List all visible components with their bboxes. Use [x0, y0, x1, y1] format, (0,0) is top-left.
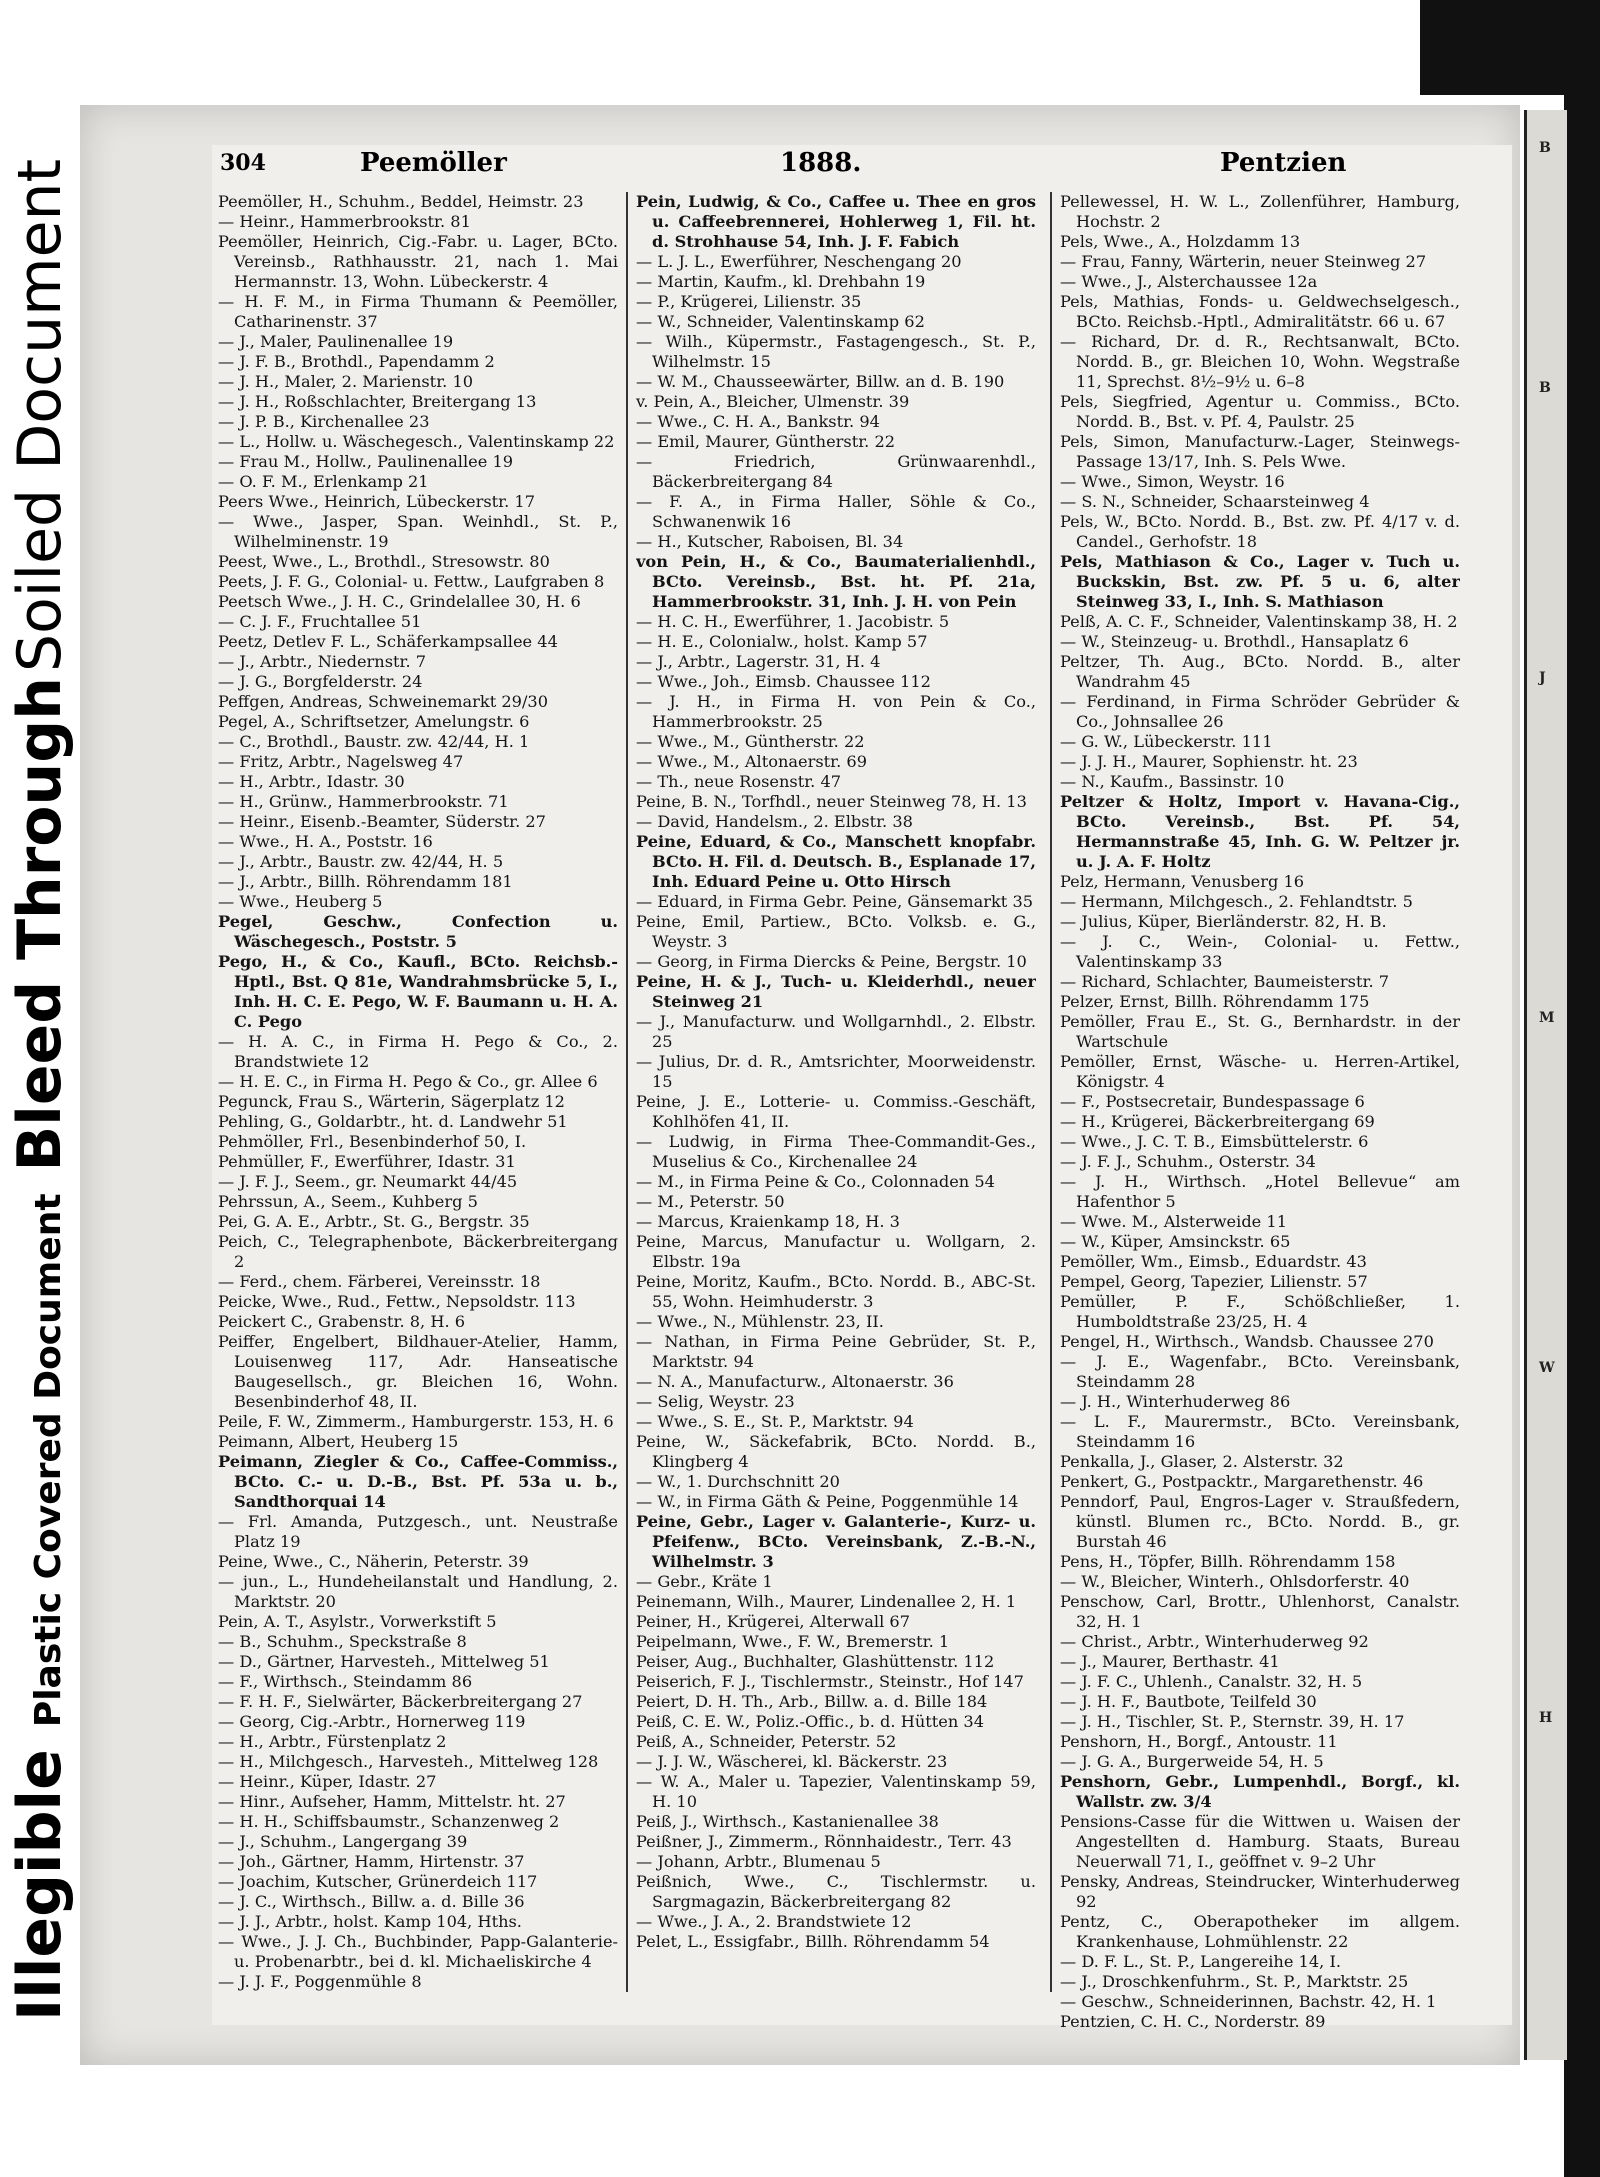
directory-entry: — H. C. H., Ewerführer, 1. Jacobistr. 5 — [636, 612, 950, 631]
directory-entry: — J. H., Wirthsch. „Hotel Bellevue“ am Hafenthor 5 — [1060, 1172, 1460, 1211]
directory-entry: — F. A., in Firma Haller, Söhle & Co., Schwanenwik 16 — [636, 492, 1036, 531]
directory-entry: Pemöller, Frau E., St. G., Bernhardstr. in der Wartschule — [1060, 1012, 1460, 1051]
directory-entry: Peine, Emil, Partiew., BCto. Volksb. e. G., Weystr. 3 — [636, 912, 1036, 951]
directory-entry: — Selig, Weystr. 23 — [636, 1392, 795, 1411]
directory-entry: Peile, F. W., Zimmerm., Hamburgerstr. 153, H. 6 — [218, 1412, 614, 1431]
directory-entry: — J., Maurer, Berthastr. 41 — [1060, 1652, 1280, 1671]
directory-entry: — W., 1. Durchschnitt 20 — [636, 1472, 840, 1491]
directory-entry: Penshorn, Gebr., Lumpenhdl., Borgf., kl. Wallstr. zw. 3/4 — [1060, 1772, 1460, 1811]
edge-fragment: J — [1539, 670, 1546, 686]
directory-entry: Pei, G. A. E., Arbtr., St. G., Bergstr. 35 — [218, 1212, 530, 1231]
directory-entry: — Wwe., Jasper, Span. Weinhdl., St. P., Wilhelminenstr. 19 — [218, 512, 618, 551]
edge-fragment: H — [1539, 1710, 1553, 1726]
directory-entry: — N., Kaufm., Bassinstr. 10 — [1060, 772, 1285, 791]
directory-entry: — Joachim, Kutscher, Grünerdeich 117 — [218, 1872, 538, 1891]
header-right-catchword: Pentzien — [1220, 148, 1347, 178]
directory-entry: Peemöller, Heinrich, Cig.-Fabr. u. Lager, BCto. Vereinsb., Rathhausstr. 21, nach 1. Mai Hermannstr. 13, Wohn. Lübeckerstr. 4 — [218, 232, 618, 291]
directory-entry: — Johann, Arbtr., Blumenau 5 — [636, 1852, 881, 1871]
directory-entry: Peffgen, Andreas, Schweinemarkt 29/30 — [218, 692, 548, 711]
directory-entry: Pego, H., & Co., Kaufl., BCto. Reichsb.-Hptl., Bst. Q 81e, Wandrahmsbrücke 5, I., Inh. H. C. E. Pego, W. F. Baumann u. H. A. C. Pego — [218, 952, 618, 1031]
directory-entry: — H. F. M., in Firma Thumann & Peemöller, Catharinenstr. 37 — [218, 292, 618, 331]
directory-entry: Pensions-Casse für die Wittwen u. Waisen der Angestellten d. Hamburg. Staats, Bureau Neuerwall 71, I., geöffnet v. 9–2 Uhr — [1060, 1812, 1460, 1871]
directory-entry: Pelß, A. C. F., Schneider, Valentinskamp 38, H. 2 — [1060, 612, 1458, 631]
directory-entry: Pempel, Georg, Tapezier, Lilienstr. 57 — [1060, 1272, 1368, 1291]
directory-entry: — J. F. C., Uhlenh., Canalstr. 32, H. 5 — [1060, 1672, 1363, 1691]
directory-entry: Penshorn, H., Borgf., Antoustr. 11 — [1060, 1732, 1338, 1751]
directory-entry: — David, Handelsm., 2. Elbstr. 38 — [636, 812, 913, 831]
directory-entry: — Heinr., Eisenb.-Beamter, Süderstr. 27 — [218, 812, 546, 831]
directory-entry: Peltzer, Th. Aug., BCto. Nordd. B., alter Wandrahm 45 — [1060, 652, 1460, 691]
directory-entry: — J. P. B., Kirchenallee 23 — [218, 412, 430, 431]
directory-entry: — Martin, Kaufm., kl. Drehbahn 19 — [636, 272, 926, 291]
directory-entry: Peine, Gebr., Lager v. Galanterie-, Kurz- u. Pfeifenw., BCto. Vereinsbank, Z.-B.-N., Wilhelmstr. 3 — [636, 1512, 1036, 1571]
directory-entry: — Wwe., H. A., Poststr. 16 — [218, 832, 433, 851]
directory-entry: — J. H., Maler, 2. Marienstr. 10 — [218, 372, 474, 391]
directory-entry: Peiner, H., Krügerei, Alterwall 67 — [636, 1612, 911, 1631]
document-condition-label — [0, 0, 80, 2177]
directory-entry: — Marcus, Kraienkamp 18, H. 3 — [636, 1212, 900, 1231]
directory-entry: — J. H. F., Bautbote, Teilfeld 30 — [1060, 1692, 1317, 1711]
directory-entry: Pegel, A., Schriftsetzer, Amelungstr. 6 — [218, 712, 530, 731]
edge-fragment: M — [1539, 1010, 1555, 1026]
directory-entry: — J., Arbtr., Lagerstr. 31, H. 4 — [636, 652, 881, 671]
directory-entry: — H., Arbtr., Fürstenplatz 2 — [218, 1732, 447, 1751]
directory-entry: — H., Arbtr., Idastr. 30 — [218, 772, 405, 791]
directory-entry: Peine, J. E., Lotterie- u. Commiss.-Geschäft, Kohlhöfen 41, II. — [636, 1092, 1036, 1131]
directory-entry: — H. E., Colonialw., holst. Kamp 57 — [636, 632, 928, 651]
directory-entry: — C., Brothdl., Baustr. zw. 42/44, H. 1 — [218, 732, 530, 751]
directory-entry: Pelzer, Ernst, Billh. Röhrendamm 175 — [1060, 992, 1370, 1011]
directory-entry: — J. H., in Firma H. von Pein & Co., Hammerbrookstr. 25 — [636, 692, 1036, 731]
directory-entry: — J. F. J., Schuhm., Osterstr. 34 — [1060, 1152, 1316, 1171]
directory-entry: v. Pein, A., Bleicher, Ulmenstr. 39 — [636, 392, 910, 411]
directory-entry: — J. C., Wirthsch., Billw. a. d. Bille 36 — [218, 1892, 525, 1911]
directory-entry: — M., Peterstr. 50 — [636, 1192, 785, 1211]
directory-entry: Peickert C., Grabenstr. 8, H. 6 — [218, 1312, 466, 1331]
label-plastic-covered: Plastic Covered Document — [28, 1193, 69, 1728]
directory-entry: Pels, Mathias, Fonds- u. Geldwechselgesch., BCto. Reichsb.-Hptl., Admiralitätstr. 66 u. 67 — [1060, 292, 1460, 331]
directory-entry: Pelz, Hermann, Venusberg 16 — [1060, 872, 1305, 891]
directory-entry: — P., Krügerei, Lilienstr. 35 — [636, 292, 862, 311]
directory-entry: Peinemann, Wilh., Maurer, Lindenallee 2, H. 1 — [636, 1592, 1017, 1611]
directory-entry: — H., Kutscher, Raboisen, Bl. 34 — [636, 532, 904, 551]
directory-entry: — D., Gärtner, Harvesteh., Mittelweg 51 — [218, 1652, 550, 1671]
directory-entry: Peine, Wwe., C., Näherin, Peterstr. 39 — [218, 1552, 529, 1571]
directory-entry: Pels, Wwe., A., Holzdamm 13 — [1060, 232, 1301, 251]
directory-entry: — Heinr., Küper, Idastr. 27 — [218, 1772, 437, 1791]
directory-entry: — J. C., Wein-, Colonial- u. Fettw., Valentinskamp 33 — [1060, 932, 1460, 971]
directory-entry: — H., Milchgesch., Harvesteh., Mittelweg 128 — [218, 1752, 599, 1771]
directory-entry: — Ferdinand, in Firma Schröder Gebrüder & Co., Johnsallee 26 — [1060, 692, 1460, 731]
directory-entry: — W., Küper, Amsinckstr. 65 — [1060, 1232, 1291, 1251]
directory-entry: Peest, Wwe., L., Brothdl., Stresowstr. 80 — [218, 552, 550, 571]
column-rule — [626, 192, 628, 1992]
directory-entry: — Wwe., C. H. A., Bankstr. 94 — [636, 412, 880, 431]
directory-entry: — D. F. L., St. P., Langereihe 14, I. — [1060, 1952, 1341, 1971]
directory-entry: — J. F. B., Brothdl., Papendamm 2 — [218, 352, 495, 371]
directory-entry: Penkalla, J., Glaser, 2. Alsterstr. 32 — [1060, 1452, 1344, 1471]
directory-entry: Peine, Moritz, Kaufm., BCto. Nordd. B., ABC-St. 55, Wohn. Heimhuderstr. 3 — [636, 1272, 1036, 1311]
directory-entry: — H., Grünw., Hammerbrookstr. 71 — [218, 792, 509, 811]
directory-entry: — H. A. C., in Firma H. Pego & Co., 2. Brandstwiete 12 — [218, 1032, 618, 1071]
directory-entry: — J. H., Tischler, St. P., Sternstr. 39, H. 17 — [1060, 1712, 1405, 1731]
directory-entry: — Julius, Küper, Bierländerstr. 82, H. B. — [1060, 912, 1387, 931]
directory-entry: Pemöller, Ernst, Wäsche- u. Herren-Artikel, Königstr. 4 — [1060, 1052, 1460, 1091]
directory-entry: — J. G., Borgfelderstr. 24 — [218, 672, 423, 691]
directory-entry: — Julius, Dr. d. R., Amtsrichter, Moorweidenstr. 15 — [636, 1052, 1036, 1091]
directory-entry: Pein, Ludwig, & Co., Caffee u. Thee en gros u. Caffeebrennerei, Hohlerweg 1, Fil. ht. d. Strohhause 54, Inh. J. F. Fabich — [636, 192, 1036, 251]
directory-entry: — F., Wirthsch., Steindamm 86 — [218, 1672, 473, 1691]
directory-entry: — J. E., Wagenfabr., BCto. Vereinsbank, Steindamm 28 — [1060, 1352, 1460, 1391]
directory-entry: Peine, B. N., Torfhdl., neuer Steinweg 78, H. 13 — [636, 792, 1027, 811]
directory-entry: — Heinr., Hammerbrookstr. 81 — [218, 212, 471, 231]
directory-entry: Penschow, Carl, Brottr., Uhlenhorst, Canalstr. 32, H. 1 — [1060, 1592, 1460, 1631]
entries-column-3 — [1060, 192, 1460, 2032]
column-rule — [1050, 192, 1052, 1992]
directory-entry: — J., Arbtr., Billh. Röhrendamm 181 — [218, 872, 513, 891]
directory-entry: — Frl. Amanda, Putzgesch., unt. Neustraße Platz 19 — [218, 1512, 618, 1551]
directory-entry: Pens, H., Töpfer, Billh. Röhrendamm 158 — [1060, 1552, 1396, 1571]
edge-fragment: W — [1539, 1360, 1555, 1376]
directory-entry: Pehrssun, A., Seem., Kuhberg 5 — [218, 1192, 478, 1211]
label-bleed-through: Bleed Through — [5, 677, 75, 1172]
entries-column-2 — [636, 192, 1036, 2032]
directory-entry: — Georg, in Firma Diercks & Peine, Bergstr. 10 — [636, 952, 1027, 971]
directory-entry: Pehling, G., Goldarbtr., ht. d. Landwehr 51 — [218, 1112, 568, 1131]
directory-entry: Peetsch Wwe., J. H. C., Grindelallee 30, H. 6 — [218, 592, 581, 611]
next-page-edge — [1524, 110, 1567, 2060]
entries-column-1 — [218, 192, 618, 2032]
directory-entry: Peltzer & Holtz, Import v. Havana-Cig., BCto. Vereinsb., Bst. Pf. 54, Hermannstraße 45, Inh. G. W. Peltzer jr. u. J. A. F. Holtz — [1060, 792, 1460, 871]
directory-entry: — Wwe., N., Mühlenstr. 23, II. — [636, 1312, 884, 1331]
directory-entry: Pensky, Andreas, Steindrucker, Winterhuderweg 92 — [1060, 1872, 1460, 1911]
directory-entry: — Hermann, Milchgesch., 2. Fehlandtstr. 5 — [1060, 892, 1413, 911]
directory-entry: — J., Manufacturw. und Wollgarnhdl., 2. Elbstr. 25 — [636, 1012, 1036, 1051]
directory-entry: Pels, Simon, Manufacturw.-Lager, Steinwegs-Passage 13/17, Inh. S. Pels Wwe. — [1060, 432, 1460, 471]
directory-entry: — W., in Firma Gäth & Peine, Poggenmühle 14 — [636, 1492, 1019, 1511]
directory-entry: Pehmüller, F., Ewerführer, Idastr. 31 — [218, 1152, 516, 1171]
directory-entry: Peißner, J., Zimmerm., Rönnhaidestr., Terr. 43 — [636, 1832, 1012, 1851]
directory-entry: — Gebr., Kräte 1 — [636, 1572, 773, 1591]
directory-entry: — Richard, Schlachter, Baumeisterstr. 7 — [1060, 972, 1390, 991]
directory-entry: — J. J. W., Wäscherei, kl. Bäckerstr. 23 — [636, 1752, 948, 1771]
directory-entry: — Georg, Cig.-Arbtr., Hornerweg 119 — [218, 1712, 526, 1731]
directory-entry: — J. J. H., Maurer, Sophienstr. ht. 23 — [1060, 752, 1358, 771]
directory-entry: — S. N., Schneider, Schaarsteinweg 4 — [1060, 492, 1370, 511]
directory-entry: Peemöller, H., Schuhm., Beddel, Heimstr. 23 — [218, 192, 584, 211]
directory-entry: — J. J., Arbtr., holst. Kamp 104, Hths. — [218, 1912, 522, 1931]
directory-entry: — Ferd., chem. Färberei, Vereinsstr. 18 — [218, 1272, 541, 1291]
directory-entry: Peine, W., Säckefabrik, BCto. Nordd. B., Klingberg 4 — [636, 1432, 1036, 1471]
directory-entry: — Wwe., S. E., St. P., Marktstr. 94 — [636, 1412, 914, 1431]
directory-entry: — Richard, Dr. d. R., Rechtsanwalt, BCto. Nordd. B., gr. Bleichen 10, Wohn. Wegstraße 11, Sprechst. 8½–9½ u. 6–8 — [1060, 332, 1460, 391]
directory-entry: Peiert, D. H. Th., Arb., Billw. a. d. Bille 184 — [636, 1692, 988, 1711]
directory-entry: — N. A., Manufacturw., Altonaerstr. 36 — [636, 1372, 954, 1391]
directory-entry: — M., in Firma Peine & Co., Colonnaden 54 — [636, 1172, 995, 1191]
header-left-catchword: Peemöller — [360, 148, 507, 178]
directory-entry: — Th., neue Rosenstr. 47 — [636, 772, 842, 791]
directory-entry: — Wwe., J. C. T. B., Eimsbüttelerstr. 6 — [1060, 1132, 1369, 1151]
directory-entry: Penkert, G., Postpacktr., Margarethenstr. 46 — [1060, 1472, 1424, 1491]
directory-entry: — L., Hollw. u. Wäschegesch., Valentinskamp 22 — [218, 432, 615, 451]
directory-entry: — Wwe., Simon, Weystr. 16 — [1060, 472, 1285, 491]
directory-entry: Peimann, Albert, Heuberg 15 — [218, 1432, 459, 1451]
directory-entry: Pentz, C., Oberapotheker im allgem. Krankenhause, Lohmühlenstr. 22 — [1060, 1912, 1460, 1951]
directory-entry: Peiffer, Engelbert, Bildhauer-Atelier, Hamm, Louisenweg 117, Adr. Hanseatische Baugesellsch., gr. Bleichen 16, Wohn. Besenbinderhof 48, II. — [218, 1332, 618, 1411]
directory-entry: Peiß, A., Schneider, Peterstr. 52 — [636, 1732, 897, 1751]
directory-entry: — Eduard, in Firma Gebr. Peine, Gänsemarkt 35 — [636, 892, 1034, 911]
directory-entry: Peißnich, Wwe., C., Tischlermstr. u. Sargmagazin, Bäckerbreitergang 82 — [636, 1872, 1036, 1911]
directory-entry: — Ludwig, in Firma Thee-Commandit-Ges., Muselius & Co., Kirchenallee 24 — [636, 1132, 1036, 1171]
directory-entry: — G. W., Lübeckerstr. 111 — [1060, 732, 1273, 751]
directory-entry: — C. J. F., Fruchtallee 51 — [218, 612, 422, 631]
edge-fragment: B — [1539, 140, 1551, 156]
directory-entry: — Fritz, Arbtr., Nagelsweg 47 — [218, 752, 464, 771]
directory-entry: Penndorf, Paul, Engros-Lager v. Straußfedern, künstl. Blumen rc., BCto. Nordd. B., gr. Burstah 46 — [1060, 1492, 1460, 1551]
directory-entry: Pein, A. T., Asylstr., Vorwerkstift 5 — [218, 1612, 497, 1631]
page-number: 304 — [220, 150, 266, 176]
directory-entry: Peers Wwe., Heinrich, Lübeckerstr. 17 — [218, 492, 535, 511]
directory-entry: — Wwe., M., Altonaerstr. 69 — [636, 752, 868, 771]
directory-entry: Peipelmann, Wwe., F. W., Bremerstr. 1 — [636, 1632, 950, 1651]
directory-entry: Pengel, H., Wirthsch., Wandsb. Chaussee 270 — [1060, 1332, 1434, 1351]
directory-entry: — Frau, Fanny, Wärterin, neuer Steinweg 27 — [1060, 252, 1427, 271]
directory-entry: — Hinr., Aufseher, Hamm, Mittelstr. ht. 27 — [218, 1792, 566, 1811]
header-year: 1888. — [780, 148, 862, 178]
directory-entry: — J. F. J., Seem., gr. Neumarkt 44/45 — [218, 1172, 518, 1191]
directory-entry: — Joh., Gärtner, Hamm, Hirtenstr. 37 — [218, 1852, 525, 1871]
directory-entry: — W., Schneider, Valentinskamp 62 — [636, 312, 925, 331]
directory-entry: Pels, Mathiason & Co., Lager v. Tuch u. Buckskin, Bst. zw. Pf. 5 u. 6, alter Steinweg 33, I., Inh. S. Mathiason — [1060, 552, 1460, 611]
directory-entry: — F., Postsecretair, Bundespassage 6 — [1060, 1092, 1365, 1111]
directory-entry: Peine, Marcus, Manufactur u. Wollgarn, 2. Elbstr. 19a — [636, 1232, 1036, 1271]
directory-entry: — L. F., Maurermstr., BCto. Vereinsbank, Steindamm 16 — [1060, 1412, 1460, 1451]
directory-entry: — B., Schuhm., Speckstraße 8 — [218, 1632, 467, 1651]
directory-entry: — L. J. L., Ewerführer, Neschengang 20 — [636, 252, 962, 271]
directory-entry: — W., Steinzeug- u. Brothdl., Hansaplatz 6 — [1060, 632, 1409, 651]
directory-entry: Pelet, L., Essigfabr., Billh. Röhrendamm 54 — [636, 1932, 990, 1951]
directory-entry: Peine, Eduard, & Co., Manschett knopfabr. BCto. H. Fil. d. Deutsch. B., Esplanade 17, Inh. Eduard Peine u. Otto Hirsch — [636, 832, 1036, 891]
directory-entry: Peiser, Aug., Buchhalter, Glashüttenstr. 112 — [636, 1652, 995, 1671]
directory-entry: — Wwe. M., Alsterweide 11 — [1060, 1212, 1288, 1231]
directory-entry: Peets, J. F. G., Colonial- u. Fettw., Laufgraben 8 — [218, 572, 605, 591]
directory-entry: — Wwe., Joh., Eimsb. Chaussee 112 — [636, 672, 931, 691]
directory-entry: — Nathan, in Firma Peine Gebrüder, St. P., Marktstr. 94 — [636, 1332, 1036, 1371]
directory-entry: — Emil, Maurer, Güntherstr. 22 — [636, 432, 896, 451]
scan-border-top — [1420, 0, 1600, 95]
directory-entry: Peetz, Detlev F. L., Schäferkampsallee 44 — [218, 632, 558, 651]
condition-label-text — [5, 159, 75, 2021]
directory-entry: — H. E. C., in Firma H. Pego & Co., gr. Allee 6 — [218, 1072, 598, 1091]
edge-fragment: B — [1539, 380, 1551, 396]
directory-entry: — Friedrich, Grünwaarenhdl., Bäckerbreitergang 84 — [636, 452, 1036, 491]
directory-entry: — J., Arbtr., Baustr. zw. 42/44, H. 5 — [218, 852, 504, 871]
directory-entry: Peine, H. & J., Tuch- u. Kleiderhdl., neuer Steinweg 21 — [636, 972, 1036, 1011]
directory-entry: — J. H., Winterhuderweg 86 — [1060, 1392, 1291, 1411]
directory-entry: — J., Arbtr., Niedernstr. 7 — [218, 652, 427, 671]
directory-entry: — J., Schuhm., Langergang 39 — [218, 1832, 468, 1851]
directory-entry: — Wilh., Küpermstr., Fastagengesch., St. P., Wilhelmstr. 15 — [636, 332, 1036, 371]
directory-entry: — Wwe., Heuberg 5 — [218, 892, 383, 911]
directory-entry: — Frau M., Hollw., Paulinenallee 19 — [218, 452, 514, 471]
label-illegible: Illegible — [5, 1749, 75, 2022]
directory-entry: Peich, C., Telegraphenbote, Bäckerbreitergang 2 — [218, 1232, 618, 1271]
directory-entry: Pegel, Geschw., Confection u. Wäschegesch., Poststr. 5 — [218, 912, 618, 951]
directory-entry: Pehmöller, Frl., Besenbinderhof 50, I. — [218, 1132, 527, 1151]
directory-entry: — Wwe., J., Alsterchaussee 12a — [1060, 272, 1318, 291]
directory-entry: Peiß, J., Wirthsch., Kastanienallee 38 — [636, 1812, 939, 1831]
label-soiled: Soiled Document — [5, 158, 75, 672]
directory-entry: Pegunck, Frau S., Wärterin, Sägerplatz 12 — [218, 1092, 565, 1111]
directory-entry: — Wwe., M., Güntherstr. 22 — [636, 732, 865, 751]
page-header — [220, 150, 1460, 186]
directory-entry: — jun., L., Hundeheilanstalt und Handlung, 2. Marktstr. 20 — [218, 1572, 618, 1611]
directory-entry: Peiserich, F. J., Tischlermstr., Steinstr., Hof 147 — [636, 1672, 1024, 1691]
directory-entry: von Pein, H., & Co., Baumaterialienhdl., BCto. Vereinsb., Bst. ht. Pf. 21a, Hammerbrookstr. 31, Inh. J. H. von Pein — [636, 552, 1036, 611]
directory-entry: Pels, W., BCto. Nordd. B., Bst. zw. Pf. 4/17 v. d. Candel., Gerhofstr. 18 — [1060, 512, 1460, 551]
directory-entry: Peicke, Wwe., Rud., Fettw., Nepsoldstr. 113 — [218, 1292, 576, 1311]
directory-entry: Pentzien, C. H. C., Norderstr. 89 — [1060, 2012, 1326, 2031]
directory-entry: — H. H., Schiffsbaumstr., Schanzenweg 2 — [218, 1812, 560, 1831]
directory-entry: Peiß, C. E. W., Poliz.-Offic., b. d. Hütten 34 — [636, 1712, 985, 1731]
directory-entry: — O. F. M., Erlenkamp 21 — [218, 472, 429, 491]
directory-entry: — J. H., Roßschlachter, Breitergang 13 — [218, 392, 537, 411]
directory-entry: — F. H. F., Sielwärter, Bäckerbreitergang 27 — [218, 1692, 583, 1711]
directory-entry: Peimann, Ziegler & Co., Caffee-Commiss., BCto. C.- u. D.-B., Bst. Pf. 53a u. b., Sandthorquai 14 — [218, 1452, 618, 1511]
directory-entry: Pemöller, Wm., Eimsb., Eduardstr. 43 — [1060, 1252, 1367, 1271]
directory-entry: Pels, Siegfried, Agentur u. Commiss., BCto. Nordd. B., Bst. v. Pf. 4, Paulstr. 25 — [1060, 392, 1460, 431]
directory-entry: — Wwe., J. J. Ch., Buchbinder, Papp-Galanterie- u. Probenarbtr., bei d. kl. Michaeliskirche 4 — [218, 1932, 618, 1971]
directory-entry: — J., Droschkenfuhrm., St. P., Marktstr. 25 — [1060, 1972, 1409, 1991]
directory-entry: — J. G. A., Burgerweide 54, H. 5 — [1060, 1752, 1324, 1771]
directory-entry: — W., Bleicher, Winterh., Ohlsdorferstr. 40 — [1060, 1572, 1410, 1591]
directory-entry: Pemüller, P. F., Schößchließer, 1. Humboldtstraße 23/25, H. 4 — [1060, 1292, 1460, 1331]
directory-entry: — Wwe., J. A., 2. Brandstwiete 12 — [636, 1912, 912, 1931]
directory-entry: — W. M., Chausseewärter, Billw. an d. B. 190 — [636, 372, 1005, 391]
directory-entry: — J. J. F., Poggenmühle 8 — [218, 1972, 422, 1991]
directory-entry: Pellewessel, H. W. L., Zollenführer, Hamburg, Hochstr. 2 — [1060, 192, 1460, 231]
scan-border-right — [1564, 95, 1600, 2177]
directory-entry: — W. A., Maler u. Tapezier, Valentinskamp 59, H. 10 — [636, 1772, 1036, 1811]
directory-entry: — H., Krügerei, Bäckerbreitergang 69 — [1060, 1112, 1375, 1131]
directory-entry: — Geschw., Schneiderinnen, Bachstr. 42, H. 1 — [1060, 1992, 1437, 2011]
directory-entry: — J., Maler, Paulinenallee 19 — [218, 332, 454, 351]
directory-entry: — Christ., Arbtr., Winterhuderweg 92 — [1060, 1632, 1369, 1651]
